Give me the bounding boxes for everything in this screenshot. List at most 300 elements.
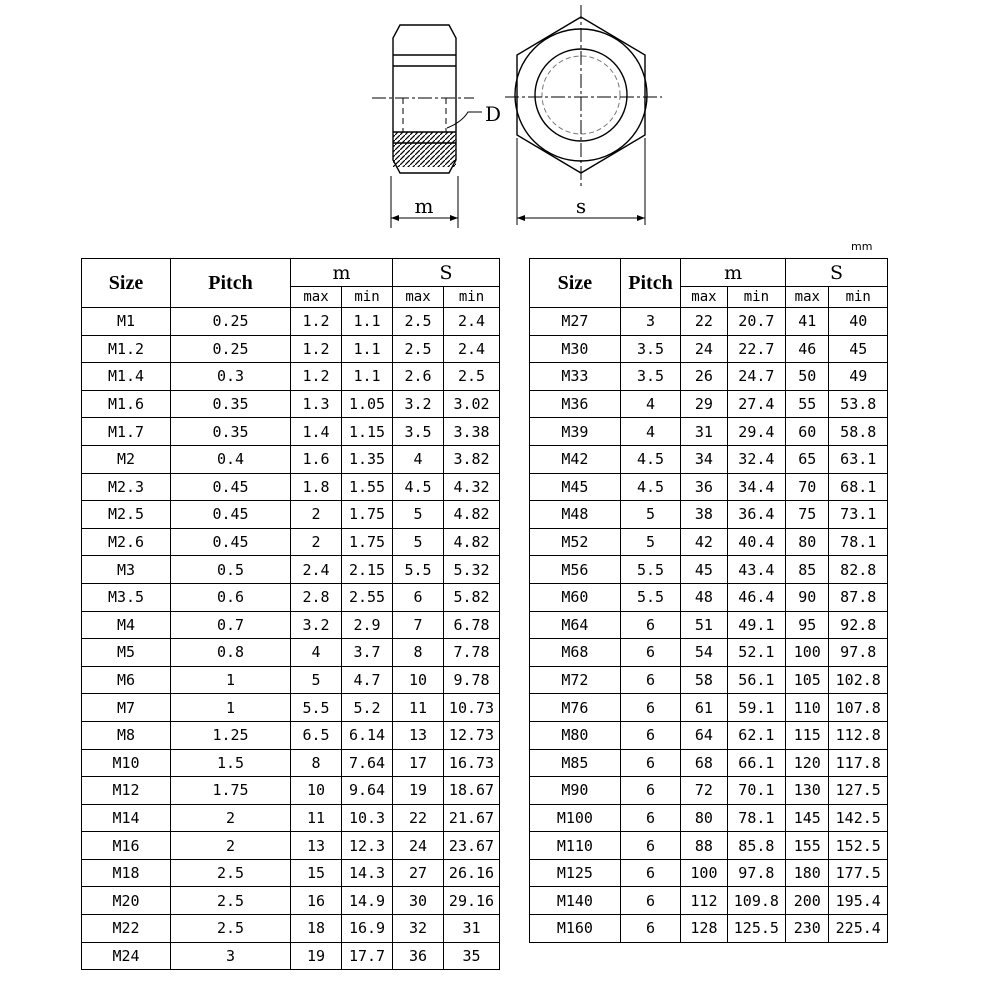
pitch-cell: 1.5 <box>171 749 291 777</box>
m-min-cell: 125.5 <box>727 915 785 943</box>
s-max-cell: 24 <box>393 832 444 860</box>
s-min-header: min <box>829 287 888 308</box>
table-row <box>82 335 500 363</box>
pitch-cell: 6 <box>620 804 681 832</box>
size-cell: M56 <box>530 556 621 584</box>
pitch-cell: 5.5 <box>620 583 681 611</box>
size-cell: M4 <box>82 611 171 639</box>
m-max-cell: 29 <box>681 390 727 418</box>
m-max-cell: 1.6 <box>291 445 342 473</box>
s-min-cell: 58.8 <box>829 418 888 446</box>
pitch-cell: 6 <box>620 611 681 639</box>
table-row <box>530 639 888 667</box>
table-row <box>82 804 500 832</box>
s-max-cell: 60 <box>786 418 829 446</box>
size-cell: M5 <box>82 639 171 667</box>
spec-table-right <box>529 258 888 943</box>
s-min-cell: 49 <box>829 363 888 391</box>
table-row <box>82 390 500 418</box>
m-min-cell: 5.2 <box>342 694 393 722</box>
pitch-cell: 1.25 <box>171 721 291 749</box>
m-min-header: min <box>727 287 785 308</box>
pitch-header: Pitch <box>620 259 681 308</box>
s-min-cell: 87.8 <box>829 583 888 611</box>
table-row <box>530 694 888 722</box>
s-max-cell: 30 <box>393 887 444 915</box>
m-max-cell: 5.5 <box>291 694 342 722</box>
m-min-cell: 22.7 <box>727 335 785 363</box>
table-body <box>82 308 500 970</box>
size-cell: M10 <box>82 749 171 777</box>
s-max-cell: 120 <box>786 749 829 777</box>
s-max-cell: 5 <box>393 528 444 556</box>
table-row <box>530 308 888 336</box>
pitch-cell: 6 <box>620 915 681 943</box>
s-min-cell: 53.8 <box>829 390 888 418</box>
size-cell: M2 <box>82 445 171 473</box>
m-max-cell: 1.2 <box>291 335 342 363</box>
m-max-cell: 2.8 <box>291 583 342 611</box>
size-cell: M20 <box>82 887 171 915</box>
s-min-cell: 5.32 <box>444 556 500 584</box>
size-cell: M22 <box>82 915 171 943</box>
s-max-cell: 10 <box>393 666 444 694</box>
m-max-cell: 1.3 <box>291 390 342 418</box>
table-row <box>82 721 500 749</box>
s-min-cell: 31 <box>444 915 500 943</box>
table-row <box>82 418 500 446</box>
pitch-cell: 6 <box>620 721 681 749</box>
size-cell: M18 <box>82 859 171 887</box>
size-cell: M3 <box>82 556 171 584</box>
s-max-cell: 2.6 <box>393 363 444 391</box>
s-header: S <box>393 259 500 287</box>
size-cell: M7 <box>82 694 171 722</box>
s-max-cell: 11 <box>393 694 444 722</box>
size-cell: M1 <box>82 308 171 336</box>
m-max-header: max <box>681 287 727 308</box>
pitch-cell: 2.5 <box>171 915 291 943</box>
s-max-cell: 105 <box>786 666 829 694</box>
s-max-cell: 115 <box>786 721 829 749</box>
s-max-cell: 145 <box>786 804 829 832</box>
s-max-cell: 110 <box>786 694 829 722</box>
table-row <box>82 308 500 336</box>
s-min-cell: 225.4 <box>829 915 888 943</box>
pitch-cell: 4.5 <box>620 445 681 473</box>
s-max-cell: 100 <box>786 639 829 667</box>
m-max-cell: 11 <box>291 804 342 832</box>
m-max-cell: 80 <box>681 804 727 832</box>
m-max-cell: 2 <box>291 501 342 529</box>
s-min-cell: 4.82 <box>444 501 500 529</box>
m-max-cell: 112 <box>681 887 727 915</box>
size-header: Size <box>530 259 621 308</box>
m-min-cell: 97.8 <box>727 859 785 887</box>
m-min-cell: 12.3 <box>342 832 393 860</box>
m-min-cell: 1.1 <box>342 308 393 336</box>
table-row <box>530 501 888 529</box>
table-row <box>82 915 500 943</box>
m-max-cell: 1.2 <box>291 363 342 391</box>
s-min-cell: 82.8 <box>829 556 888 584</box>
unit-label: mm <box>851 240 873 253</box>
m-max-cell: 54 <box>681 639 727 667</box>
m-min-cell: 27.4 <box>727 390 785 418</box>
s-max-cell: 130 <box>786 777 829 805</box>
s-min-cell: 177.5 <box>829 859 888 887</box>
size-cell: M14 <box>82 804 171 832</box>
size-header: Size <box>82 259 171 308</box>
table-row <box>82 942 500 970</box>
s-min-cell: 18.67 <box>444 777 500 805</box>
size-cell: M33 <box>530 363 621 391</box>
s-min-cell: 23.67 <box>444 832 500 860</box>
m-max-cell: 19 <box>291 942 342 970</box>
size-cell: M60 <box>530 583 621 611</box>
s-max-header: max <box>393 287 444 308</box>
pitch-cell: 1.75 <box>171 777 291 805</box>
pitch-cell: 4.5 <box>620 473 681 501</box>
pitch-cell: 3 <box>620 308 681 336</box>
size-cell: M45 <box>530 473 621 501</box>
size-cell: M39 <box>530 418 621 446</box>
table-row <box>82 666 500 694</box>
pitch-cell: 4 <box>620 390 681 418</box>
m-min-cell: 20.7 <box>727 308 785 336</box>
m-max-cell: 38 <box>681 501 727 529</box>
m-min-cell: 6.14 <box>342 721 393 749</box>
pitch-cell: 6 <box>620 666 681 694</box>
pitch-cell: 6 <box>620 887 681 915</box>
pitch-cell: 0.45 <box>171 501 291 529</box>
pitch-cell: 6 <box>620 694 681 722</box>
size-cell: M68 <box>530 639 621 667</box>
s-max-cell: 180 <box>786 859 829 887</box>
m-min-cell: 32.4 <box>727 445 785 473</box>
size-cell: M110 <box>530 832 621 860</box>
s-max-cell: 200 <box>786 887 829 915</box>
table-row <box>530 556 888 584</box>
size-cell: M2.5 <box>82 501 171 529</box>
s-max-cell: 32 <box>393 915 444 943</box>
m-min-cell: 14.9 <box>342 887 393 915</box>
m-max-cell: 2 <box>291 528 342 556</box>
s-min-cell: 21.67 <box>444 804 500 832</box>
size-cell: M100 <box>530 804 621 832</box>
table-row <box>82 583 500 611</box>
size-cell: M12 <box>82 777 171 805</box>
s-max-cell: 6 <box>393 583 444 611</box>
s-min-cell: 2.4 <box>444 308 500 336</box>
s-min-cell: 107.8 <box>829 694 888 722</box>
m-min-cell: 1.1 <box>342 335 393 363</box>
table-row <box>82 777 500 805</box>
dimension-s-label: s <box>575 194 587 218</box>
table-row <box>82 556 500 584</box>
s-max-cell: 5.5 <box>393 556 444 584</box>
m-min-cell: 2.55 <box>342 583 393 611</box>
dimension-m-label: m <box>414 194 434 218</box>
s-min-cell: 3.38 <box>444 418 500 446</box>
size-cell: M72 <box>530 666 621 694</box>
s-min-cell: 2.5 <box>444 363 500 391</box>
m-max-cell: 36 <box>681 473 727 501</box>
m-header: m <box>291 259 393 287</box>
m-max-cell: 34 <box>681 445 727 473</box>
s-min-cell: 7.78 <box>444 639 500 667</box>
m-max-cell: 8 <box>291 749 342 777</box>
s-min-cell: 73.1 <box>829 501 888 529</box>
s-max-cell: 19 <box>393 777 444 805</box>
s-min-cell: 3.02 <box>444 390 500 418</box>
pitch-cell: 0.5 <box>171 556 291 584</box>
m-max-cell: 4 <box>291 639 342 667</box>
s-max-cell: 70 <box>786 473 829 501</box>
m-max-cell: 1.2 <box>291 308 342 336</box>
m-min-cell: 1.1 <box>342 363 393 391</box>
table-row <box>530 721 888 749</box>
s-max-cell: 4.5 <box>393 473 444 501</box>
size-cell: M85 <box>530 749 621 777</box>
pitch-cell: 6 <box>620 777 681 805</box>
m-min-cell: 70.1 <box>727 777 785 805</box>
m-max-cell: 48 <box>681 583 727 611</box>
m-min-cell: 49.1 <box>727 611 785 639</box>
s-min-cell: 97.8 <box>829 639 888 667</box>
table-row <box>82 445 500 473</box>
size-cell: M52 <box>530 528 621 556</box>
size-cell: M140 <box>530 887 621 915</box>
m-max-cell: 3.2 <box>291 611 342 639</box>
table-row <box>82 832 500 860</box>
table-row <box>530 666 888 694</box>
m-min-cell: 34.4 <box>727 473 785 501</box>
s-min-cell: 102.8 <box>829 666 888 694</box>
pitch-cell: 0.7 <box>171 611 291 639</box>
s-min-cell: 142.5 <box>829 804 888 832</box>
s-max-cell: 46 <box>786 335 829 363</box>
size-cell: M125 <box>530 859 621 887</box>
s-min-cell: 2.4 <box>444 335 500 363</box>
table-body <box>530 308 888 943</box>
s-max-cell: 5 <box>393 501 444 529</box>
m-header: m <box>681 259 786 287</box>
m-min-cell: 36.4 <box>727 501 785 529</box>
s-min-cell: 63.1 <box>829 445 888 473</box>
size-cell: M36 <box>530 390 621 418</box>
size-cell: M16 <box>82 832 171 860</box>
m-max-cell: 24 <box>681 335 727 363</box>
s-min-cell: 16.73 <box>444 749 500 777</box>
table-row <box>530 418 888 446</box>
pitch-cell: 6 <box>620 832 681 860</box>
m-min-cell: 29.4 <box>727 418 785 446</box>
s-max-cell: 90 <box>786 583 829 611</box>
size-cell: M1.2 <box>82 335 171 363</box>
table-row <box>530 445 888 473</box>
pitch-cell: 3.5 <box>620 363 681 391</box>
s-min-cell: 78.1 <box>829 528 888 556</box>
s-max-cell: 17 <box>393 749 444 777</box>
pitch-cell: 0.45 <box>171 528 291 556</box>
pitch-cell: 0.35 <box>171 418 291 446</box>
pitch-cell: 6 <box>620 639 681 667</box>
m-min-cell: 66.1 <box>727 749 785 777</box>
s-min-cell: 92.8 <box>829 611 888 639</box>
m-min-cell: 4.7 <box>342 666 393 694</box>
s-min-cell: 40 <box>829 308 888 336</box>
m-max-cell: 61 <box>681 694 727 722</box>
s-max-cell: 27 <box>393 859 444 887</box>
table-row <box>82 501 500 529</box>
table-row <box>82 473 500 501</box>
s-max-cell: 55 <box>786 390 829 418</box>
m-max-cell: 72 <box>681 777 727 805</box>
m-min-cell: 43.4 <box>727 556 785 584</box>
m-min-cell: 85.8 <box>727 832 785 860</box>
table-row <box>82 528 500 556</box>
s-min-cell: 117.8 <box>829 749 888 777</box>
table-row <box>530 583 888 611</box>
s-min-cell: 12.73 <box>444 721 500 749</box>
m-min-cell: 1.75 <box>342 501 393 529</box>
pitch-cell: 0.25 <box>171 335 291 363</box>
table-row <box>530 749 888 777</box>
pitch-cell: 0.3 <box>171 363 291 391</box>
s-max-cell: 230 <box>786 915 829 943</box>
m-min-cell: 10.3 <box>342 804 393 832</box>
m-min-cell: 2.15 <box>342 556 393 584</box>
size-cell: M1.7 <box>82 418 171 446</box>
table-row <box>530 528 888 556</box>
table-row <box>530 611 888 639</box>
pitch-cell: 6 <box>620 859 681 887</box>
s-min-cell: 45 <box>829 335 888 363</box>
m-min-cell: 14.3 <box>342 859 393 887</box>
pitch-cell: 5 <box>620 501 681 529</box>
pitch-cell: 2.5 <box>171 859 291 887</box>
m-min-cell: 24.7 <box>727 363 785 391</box>
size-cell: M1.6 <box>82 390 171 418</box>
pitch-cell: 1 <box>171 666 291 694</box>
m-min-cell: 1.35 <box>342 445 393 473</box>
s-max-cell: 80 <box>786 528 829 556</box>
m-max-cell: 1.8 <box>291 473 342 501</box>
m-max-cell: 45 <box>681 556 727 584</box>
m-min-cell: 7.64 <box>342 749 393 777</box>
table-row <box>82 694 500 722</box>
size-cell: M6 <box>82 666 171 694</box>
m-max-cell: 1.4 <box>291 418 342 446</box>
s-max-cell: 13 <box>393 721 444 749</box>
m-min-cell: 109.8 <box>727 887 785 915</box>
table-row <box>82 887 500 915</box>
pitch-cell: 3 <box>171 942 291 970</box>
m-max-cell: 88 <box>681 832 727 860</box>
s-max-cell: 75 <box>786 501 829 529</box>
table-row <box>82 859 500 887</box>
table-row <box>530 777 888 805</box>
pitch-cell: 0.4 <box>171 445 291 473</box>
m-max-cell: 5 <box>291 666 342 694</box>
m-min-cell: 16.9 <box>342 915 393 943</box>
size-cell: M64 <box>530 611 621 639</box>
m-max-cell: 100 <box>681 859 727 887</box>
s-min-cell: 152.5 <box>829 832 888 860</box>
table-row <box>530 887 888 915</box>
m-max-cell: 68 <box>681 749 727 777</box>
s-max-cell: 22 <box>393 804 444 832</box>
m-min-cell: 17.7 <box>342 942 393 970</box>
s-min-cell: 10.73 <box>444 694 500 722</box>
pitch-cell: 0.25 <box>171 308 291 336</box>
m-min-cell: 40.4 <box>727 528 785 556</box>
m-min-cell: 9.64 <box>342 777 393 805</box>
m-min-cell: 1.15 <box>342 418 393 446</box>
s-max-cell: 2.5 <box>393 308 444 336</box>
m-max-cell: 10 <box>291 777 342 805</box>
table-row <box>530 390 888 418</box>
pitch-header: Pitch <box>171 259 291 308</box>
pitch-cell: 2 <box>171 832 291 860</box>
table-row <box>82 363 500 391</box>
m-max-cell: 64 <box>681 721 727 749</box>
pitch-cell: 5 <box>620 528 681 556</box>
s-min-cell: 29.16 <box>444 887 500 915</box>
s-max-cell: 4 <box>393 445 444 473</box>
size-cell: M160 <box>530 915 621 943</box>
m-min-cell: 56.1 <box>727 666 785 694</box>
s-max-cell: 3.2 <box>393 390 444 418</box>
m-max-cell: 18 <box>291 915 342 943</box>
table-row <box>530 804 888 832</box>
size-cell: M42 <box>530 445 621 473</box>
m-max-header: max <box>291 287 342 308</box>
s-max-cell: 85 <box>786 556 829 584</box>
s-min-cell: 6.78 <box>444 611 500 639</box>
s-min-cell: 3.82 <box>444 445 500 473</box>
table-row <box>82 749 500 777</box>
pitch-cell: 2 <box>171 804 291 832</box>
table-row <box>530 473 888 501</box>
m-max-cell: 2.4 <box>291 556 342 584</box>
m-max-cell: 6.5 <box>291 721 342 749</box>
m-max-cell: 26 <box>681 363 727 391</box>
pitch-cell: 0.6 <box>171 583 291 611</box>
s-max-cell: 2.5 <box>393 335 444 363</box>
m-max-cell: 42 <box>681 528 727 556</box>
nut-top-view <box>505 5 662 225</box>
s-max-cell: 65 <box>786 445 829 473</box>
table-row <box>82 639 500 667</box>
pitch-cell: 0.8 <box>171 639 291 667</box>
m-max-cell: 31 <box>681 418 727 446</box>
hex-nut-drawing <box>0 0 1000 250</box>
s-max-cell: 155 <box>786 832 829 860</box>
s-max-cell: 41 <box>786 308 829 336</box>
size-cell: M24 <box>82 942 171 970</box>
dimension-d-label: D <box>485 102 502 126</box>
size-cell: M80 <box>530 721 621 749</box>
table-row <box>530 335 888 363</box>
s-min-cell: 4.82 <box>444 528 500 556</box>
size-cell: M2.3 <box>82 473 171 501</box>
spec-table-left <box>81 258 500 970</box>
s-max-cell: 3.5 <box>393 418 444 446</box>
s-min-cell: 127.5 <box>829 777 888 805</box>
table-row <box>530 363 888 391</box>
